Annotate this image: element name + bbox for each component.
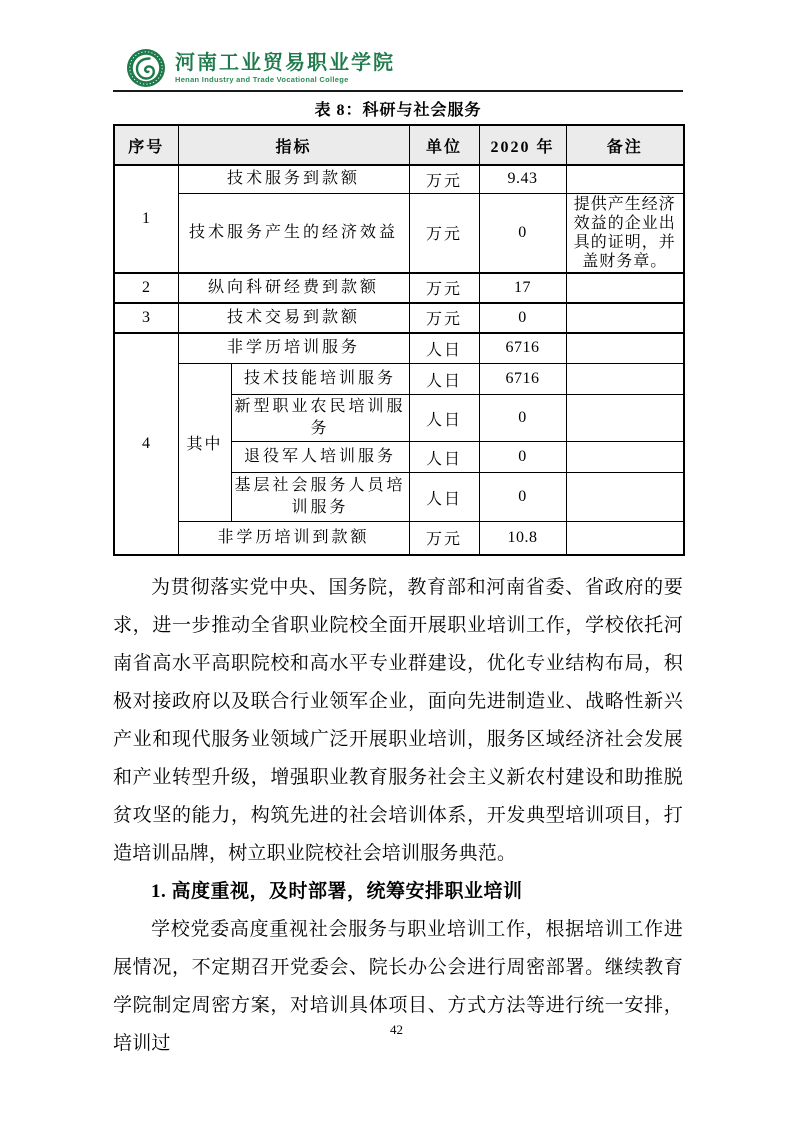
unit-cell: 万元 xyxy=(409,165,479,193)
value-cell: 0 xyxy=(479,193,566,273)
table-row xyxy=(114,303,684,333)
note-cell xyxy=(566,442,684,473)
indicator-cell: 非学历培训到款额 xyxy=(178,522,409,555)
value-cell: 0 xyxy=(479,303,566,333)
note-cell xyxy=(566,522,684,555)
indicator-cell: 新型职业农民培训服务 xyxy=(231,395,409,442)
group-label-cell: 其中 xyxy=(178,364,231,522)
value-cell: 0 xyxy=(479,473,566,522)
note-cell: 提供产生经济效益的企业出具的证明，并盖财务章。 xyxy=(566,193,684,273)
column-header-unit: 单位 xyxy=(409,125,479,165)
seq-cell: 4 xyxy=(114,333,178,555)
note-cell xyxy=(566,273,684,303)
header-logo xyxy=(126,46,683,90)
note-cell xyxy=(566,473,684,522)
indicator-cell: 退役军人培训服务 xyxy=(231,442,409,473)
table-row xyxy=(114,522,684,555)
school-name-zh: 河南工业贸易职业学院 xyxy=(175,52,395,74)
table-row xyxy=(114,333,684,364)
table-header-row xyxy=(114,125,684,165)
value-cell: 17 xyxy=(479,273,566,303)
unit-cell: 人日 xyxy=(409,442,479,473)
value-cell: 10.8 xyxy=(479,522,566,555)
indicator-cell: 技术服务到款额 xyxy=(178,165,409,193)
unit-cell: 万元 xyxy=(409,273,479,303)
column-header-year: 2020 年 xyxy=(479,125,566,165)
table-row xyxy=(114,193,684,273)
value-cell: 6716 xyxy=(479,364,566,395)
note-cell xyxy=(566,395,684,442)
section-heading: 1. 高度重视，及时部署，统筹安排职业培训 xyxy=(151,880,523,902)
table-title: 表 8：科研与社会服务 xyxy=(314,102,482,119)
indicator-cell: 技术技能培训服务 xyxy=(231,364,409,395)
seq-cell: 2 xyxy=(114,273,178,303)
note-cell xyxy=(566,333,684,364)
value-cell: 9.43 xyxy=(479,165,566,193)
body-text xyxy=(113,569,683,1063)
column-header-seq: 序号 xyxy=(114,125,178,165)
note-cell xyxy=(566,303,684,333)
unit-cell: 万元 xyxy=(409,522,479,555)
seq-cell: 1 xyxy=(114,165,178,273)
school-name-en: Henan Industry and Trade Vocational College xyxy=(175,75,349,84)
note-cell xyxy=(566,364,684,395)
value-cell: 0 xyxy=(479,442,566,473)
table-row xyxy=(114,364,684,395)
note-cell xyxy=(566,165,684,193)
unit-cell: 人日 xyxy=(409,364,479,395)
indicator-cell: 技术服务产生的经济效益 xyxy=(178,193,409,273)
school-emblem-icon xyxy=(126,48,166,88)
paragraph: 学校党委高度重视社会服务与职业培训工作，根据培训工作进展情况，不定期召开党委会、院长办公会进行周密部署。继续教育学院制定周密方案，对培训具体项目、方式方法等进行统一安排，培训过 xyxy=(113,918,683,1054)
value-cell: 0 xyxy=(479,395,566,442)
page-number: 42 xyxy=(390,1022,403,1037)
column-header-indicator: 指标 xyxy=(178,125,409,165)
column-header-note: 备注 xyxy=(566,125,684,165)
seq-cell: 3 xyxy=(114,303,178,333)
unit-cell: 人日 xyxy=(409,333,479,364)
indicator-cell: 纵向科研经费到款额 xyxy=(178,273,409,303)
paragraph: 为贯彻落实党中央、国务院，教育部和河南省委、省政府的要求，进一步推动全省职业院校全面开展职业培训工作，学校依托河南省高水平高职院校和高水平专业群建设，优化专业结构布局，积极对接政府以及联合行业领军企业，面向先进制造业、战略性新兴产业和现代服务业领域广泛开展职业培训，服务区域经济社会发展和产业转型升级，增强职业教育服务社会主义新农村建设和助推脱贫攻坚的能力，构筑先进的社会培训体系，开发典型培训项目，打造培训品牌，树立职业院校社会培训服务典范。 xyxy=(113,576,683,864)
indicator-cell: 基层社会服务人员培训服务 xyxy=(231,473,409,522)
table-row xyxy=(114,273,684,303)
unit-cell: 万元 xyxy=(409,193,479,273)
indicator-cell: 非学历培训服务 xyxy=(178,333,409,364)
header-divider xyxy=(113,90,683,92)
research-social-services-table xyxy=(113,124,685,556)
indicator-cell: 技术交易到款额 xyxy=(178,303,409,333)
table-row xyxy=(114,165,684,193)
value-cell: 6716 xyxy=(479,333,566,364)
unit-cell: 人日 xyxy=(409,473,479,522)
unit-cell: 人日 xyxy=(409,395,479,442)
unit-cell: 万元 xyxy=(409,303,479,333)
